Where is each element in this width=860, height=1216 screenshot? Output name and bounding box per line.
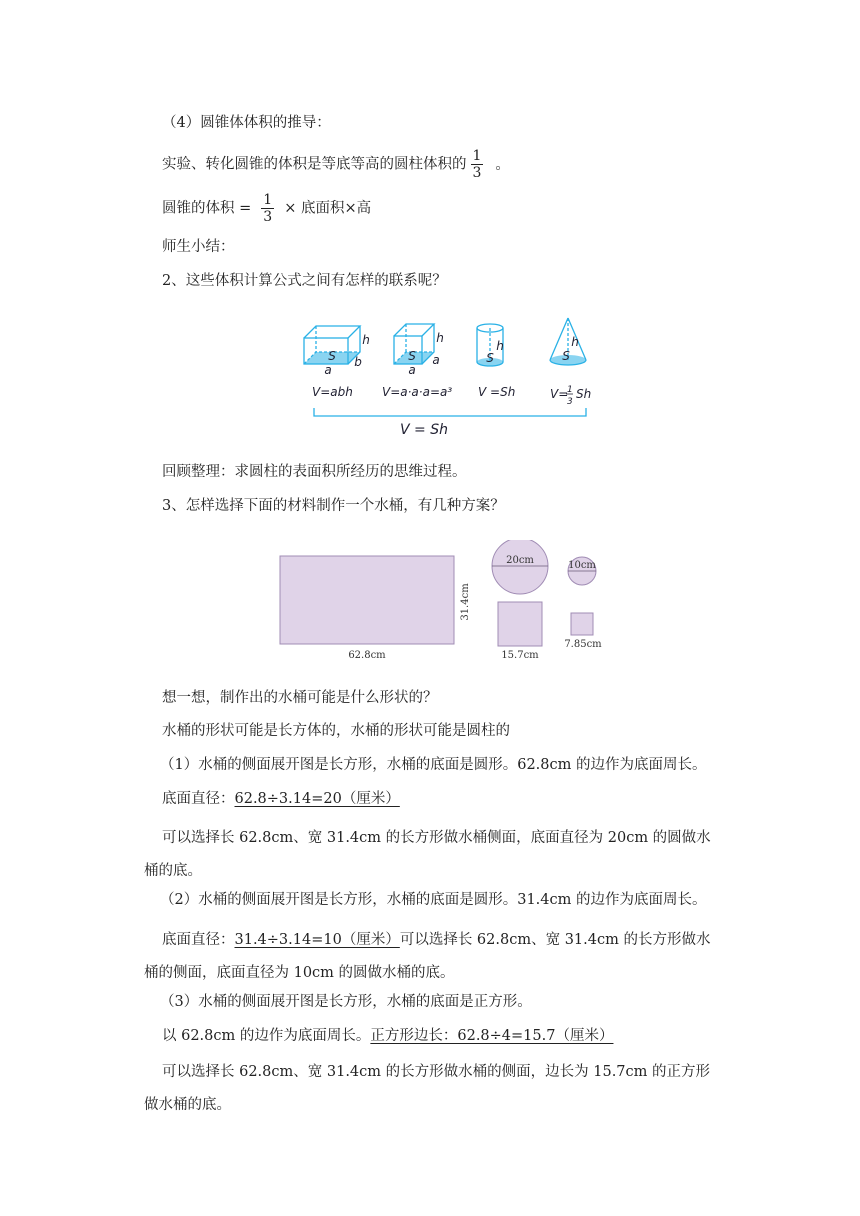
formula-total: V = Sh — [400, 422, 448, 438]
line-question-2: 2、这些体积计算公式之间有怎样的联系呢？ — [162, 273, 447, 289]
label-a-2: a — [432, 353, 440, 367]
volume-formulas-figure — [296, 316, 606, 442]
label-h-1: h — [362, 333, 370, 347]
label-S-1: S — [328, 349, 336, 363]
cube-top — [394, 324, 434, 336]
label-S-3: S — [486, 351, 494, 365]
square-side-pre: 以 62.8cm 的边作为底面周长。 — [162, 1028, 371, 1044]
paragraph-choice-1: 可以选择长 62.8cm、宽 31.4cm 的长方形做水桶侧面，底面直径为 20cm 的圆做水桶的底。 — [144, 830, 711, 879]
paragraph-choice-2 — [144, 924, 712, 990]
diameter-label-2: 底面直径： — [162, 932, 235, 948]
line-cone-derivation: （4）圆锥体体积的推导： — [162, 115, 331, 131]
label-31-4cm: 31.4cm — [460, 583, 471, 621]
line-summary: 师生小结： — [162, 239, 235, 255]
diameter-label-1: 底面直径： — [162, 791, 235, 807]
label-h-4: h — [571, 335, 579, 349]
formula-cone-den: 3 — [567, 397, 573, 407]
label-a-3: a — [408, 363, 416, 377]
label-15-7cm: 15.7cm — [501, 650, 539, 661]
formula-cone-pre: V= — [550, 387, 569, 401]
line-diameter-1 — [162, 789, 400, 809]
period: 。 — [495, 156, 510, 173]
diameter-calc-1: 62.8÷3.14=20（厘米） — [234, 791, 400, 807]
label-a-1: a — [324, 363, 332, 377]
line-shapes: 水桶的形状可能是长方体的，水桶的形状可能是圆柱的 — [162, 723, 510, 739]
label-S-4: S — [562, 349, 570, 363]
line-experiment — [162, 148, 510, 181]
line-review: 回顾整理：求圆柱的表面积所经历的思维过程。 — [162, 464, 467, 480]
label-h-3: h — [496, 339, 504, 353]
diameter-calc-2: 31.4÷3.14=10（厘米） — [234, 932, 400, 948]
label-62-8cm: 62.8cm — [348, 650, 386, 661]
frac-den: 3 — [472, 165, 482, 181]
line-case-2: （2）水桶的侧面展开图是长方形，水桶的底面是圆形。31.4cm 的边作为底面周长。 — [160, 892, 707, 908]
cone-volume-text: 圆锥的体积 = — [162, 200, 252, 217]
label-10cm: 10cm — [568, 560, 596, 571]
paragraph-choice-3: 可以选择长 62.8cm、宽 31.4cm 的长方形做水桶的侧面，边长为 15.7cm 的正方形做水桶的底。 — [144, 1064, 711, 1113]
formula-cylinder: V =Sh — [478, 385, 516, 399]
frac-num-2: 1 — [263, 192, 273, 208]
formula-cone-post: Sh — [576, 387, 592, 401]
rectangle-material — [280, 556, 454, 644]
formula-cube: V=a·a·a=a³ — [382, 385, 453, 399]
label-b: b — [354, 355, 362, 369]
materials-figure — [276, 540, 616, 664]
line-case-3: （3）水桶的侧面展开图是长方形，水桶的底面是正方形。 — [160, 994, 532, 1010]
line-square-side — [162, 1026, 613, 1046]
cone-volume-rest: × 底面积×高 — [284, 200, 372, 217]
frac-den-2: 3 — [263, 209, 273, 225]
circle-20cm — [492, 540, 548, 594]
square-15-7cm — [498, 602, 542, 646]
label-20cm: 20cm — [506, 555, 534, 566]
square-side-calc: 正方形边长：62.8÷4=15.7（厘米） — [370, 1028, 614, 1044]
fraction-one-third-2 — [261, 192, 274, 225]
line-think: 想一想，制作出的水桶可能是什么形状的？ — [162, 690, 438, 706]
line-cone-formula — [162, 192, 371, 225]
cuboid-top — [304, 326, 360, 338]
fraction-one-third — [471, 148, 484, 181]
formula-cuboid: V=abh — [312, 385, 353, 399]
label-h-2: h — [436, 331, 444, 345]
frac-num: 1 — [472, 148, 482, 164]
choice-2-text: 可以选择长 62.8cm、宽 31.4cm 的长方形做水桶的侧面，底面直径为 10cm 的圆做水桶的底。 — [144, 932, 711, 981]
experiment-text: 实验、转化圆锥的体积是等底等高的圆柱体积的 — [162, 156, 467, 173]
label-7-85cm: 7.85cm — [564, 639, 602, 650]
formula-cone-num: 1 — [567, 385, 573, 395]
line-case-1: （1）水桶的侧面展开图是长方形，水桶的底面是圆形。62.8cm 的边作为底面周长。 — [160, 757, 707, 773]
line-question-3: 3、怎样选择下面的材料制作一个水桶，有几种方案？ — [162, 498, 505, 514]
label-S-2: S — [408, 349, 416, 363]
formula-bracket — [314, 408, 586, 416]
square-7-85cm — [571, 613, 593, 635]
